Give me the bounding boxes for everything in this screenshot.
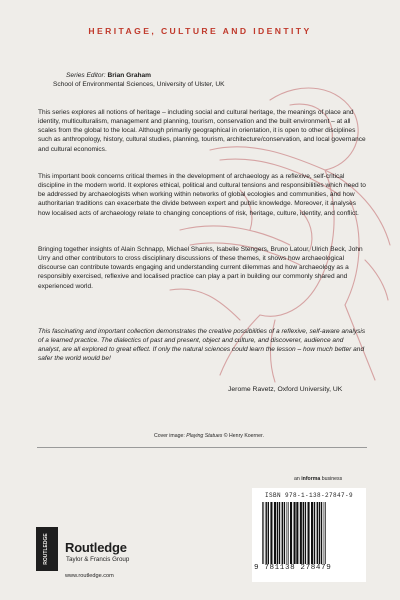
barcode-bar — [274, 502, 276, 564]
routledge-logo-text: ROUTLEDGE — [43, 533, 49, 565]
cover-credit-prefix: Cover image: — [154, 433, 187, 439]
series-editor-label: Series Editor: — [66, 72, 106, 79]
informa-brand: informa — [301, 476, 321, 482]
barcode-bar — [300, 502, 302, 564]
barcode-bar — [287, 502, 288, 564]
series-editor-affiliation: School of Environmental Sciences, University of Ulster, UK — [53, 81, 225, 89]
barcode-bar — [282, 502, 283, 564]
barcode-bar — [321, 502, 322, 564]
endorsement-quote: This fascinating and important collection demonstrates the creative possibilities of a reflexive, self-aware analysis of a learned practice. The dialectics of past and present, object and culture, and discoverer, audience and analyst, are all explored to great effect. If only the natural sciences could learn the lesson – how much better and safer the world would be! — [38, 328, 366, 363]
isbn-barcode — [252, 488, 366, 582]
cover-credit-title: Playing Statues — [186, 433, 223, 439]
ean-number: 9 781138 278479 — [254, 564, 332, 572]
barcode-bar — [290, 502, 292, 564]
barcode-bar — [262, 502, 263, 564]
cover-credit-suffix: © Henry Koerner. — [222, 433, 264, 439]
barcode-bar — [266, 502, 267, 564]
series-description: This series explores all notions of heritage – including social and cultural heritage, the meanings of place and identity, multiculturalism, management and planning, tourism, conservation and the built environment – at all scales from the global to the local. Although primarily geographical in orientation, it is open to other disciplines such as anthropology, history, cultural studies, planning, tourism, architecture/conservation, and local governance and cultural economics. — [38, 109, 366, 153]
barcode-bar — [319, 502, 320, 564]
barcode-bar — [303, 502, 304, 564]
isbn-label: ISBN 978-1-138-27847-9 — [264, 492, 353, 499]
footer-divider — [37, 447, 367, 448]
series-editor-line — [66, 71, 373, 80]
barcode-bar — [270, 502, 272, 564]
barcode-bar — [325, 502, 326, 564]
publisher-name: Routledge — [65, 540, 127, 555]
informa-business-tag — [294, 476, 342, 482]
barcode-bar — [268, 502, 269, 564]
barcode-bar — [305, 502, 306, 564]
series-editor — [53, 71, 373, 89]
book-description: This important book concerns critical themes in the development of archaeology as a reflexive, self-critical discipline in the modern world. It explores ethical, political and cultural tensions and responsibilities which need to be addressed by archaeologists when working within networks of global ecologies and communities, and how authoritarian traditions can exacerbate the divide between expert and public knowledge. Moreover, it analyses how localised acts of archaeology relate to changing conceptions of risk, heritage, culture, identity, and conflict. — [38, 173, 366, 217]
informa-prefix: an — [294, 476, 302, 482]
series-title: HERITAGE, CULTURE AND IDENTITY — [88, 26, 312, 36]
barcode-bars — [260, 502, 360, 564]
barcode-bar — [317, 502, 318, 564]
barcode-bar — [263, 502, 264, 564]
informa-suffix: business — [320, 476, 343, 482]
barcode-bar — [284, 502, 285, 564]
publisher-website: www.routledge.com — [65, 573, 114, 579]
barcode-bar — [277, 502, 278, 564]
barcode-bar — [308, 502, 310, 564]
publisher-group: Taylor & Francis Group — [66, 556, 130, 563]
routledge-logo-icon — [35, 527, 59, 573]
series-editor-name: Brian Graham — [107, 72, 152, 79]
barcode-bar — [279, 502, 280, 564]
book-contributors-paragraph: Bringing together insights of Alain Schnapp, Michael Shanks, Isabelle Stengers, Bruno Latour, Ulrich Beck, John Urry and other contributors to cross disciplinary discussions of these themes, it shows how archaeological discourse can contribute towards engaging and understanding current dilemmas and how archaeology as a responsibly exercised, reflexive and localised practice can play a part in building our commonly shared and experienced world. — [38, 246, 363, 290]
barcode-bar — [311, 502, 313, 564]
barcode-bar — [288, 502, 289, 564]
cover-image-credit — [154, 433, 264, 439]
barcode-bar — [314, 502, 315, 564]
barcode-bar — [296, 502, 298, 564]
endorsement-attribution: Jerome Ravetz, Oxford University, UK — [228, 386, 343, 393]
barcode-bar — [294, 502, 296, 564]
barcode-bar — [324, 502, 325, 564]
